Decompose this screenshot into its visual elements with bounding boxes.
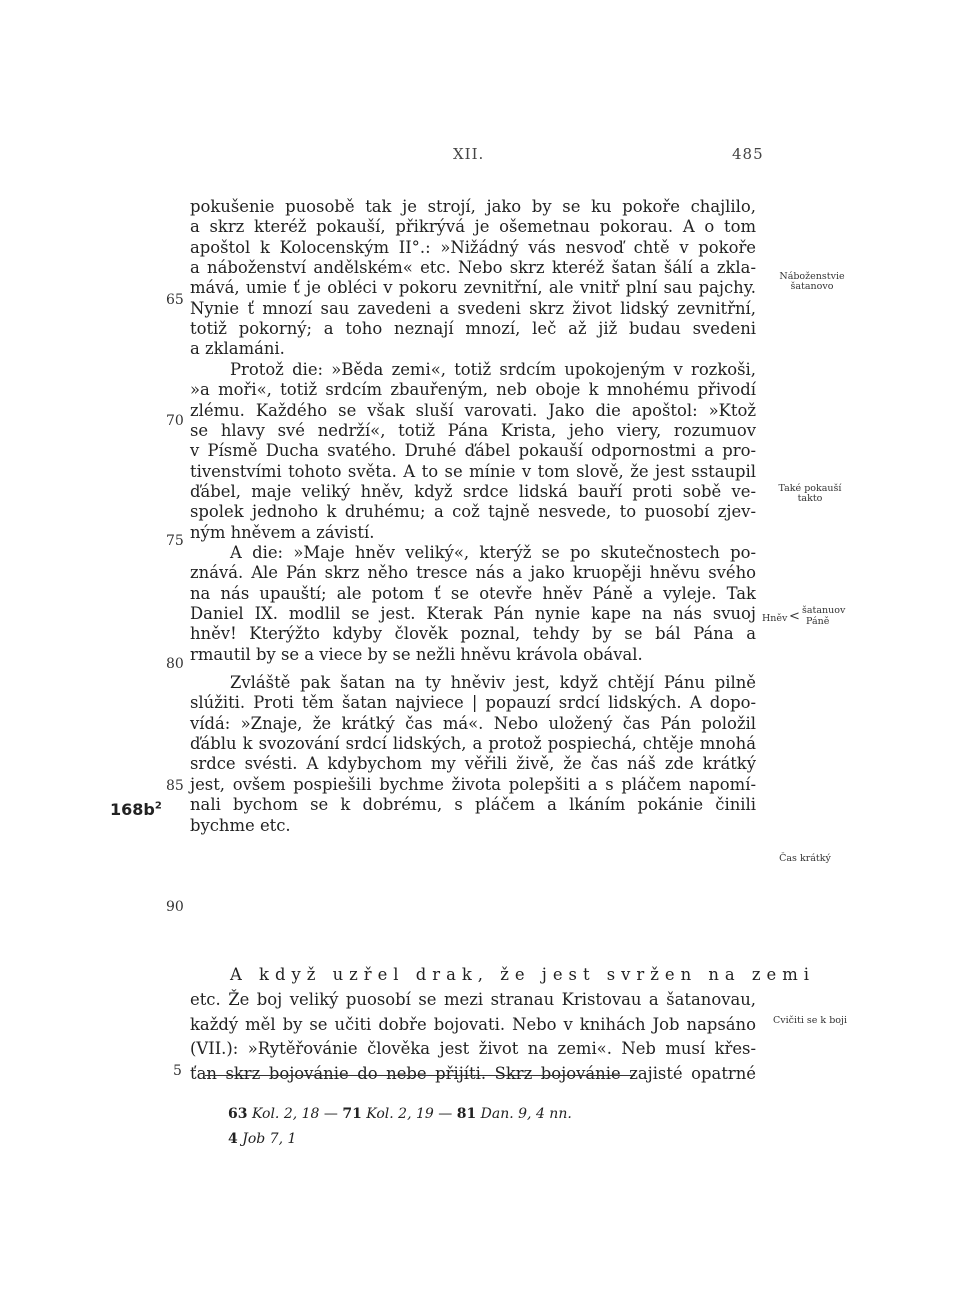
footnote-num: 4 <box>228 1131 238 1147</box>
text-line: jest, ovšem pospiešili bychme života polepšiti a s pláčem napomí- <box>190 774 756 794</box>
line-number-5: 5 <box>173 1063 182 1079</box>
margin-note-cviciti: Cvičiti se k boji <box>773 1015 847 1026</box>
text-line: Daniel IX. modlil se jest. Kterak Pán nynie kape na nás svuoj <box>190 604 756 623</box>
line-number-85: 85 <box>166 778 184 794</box>
line-number-80: 80 <box>166 656 184 672</box>
text-line: »a moři«, totiž srdcím zbauřeným, neb oboje k mnohému přivodí <box>190 380 756 400</box>
text-line: spolek jednoho k druhému; a což tajně nesvede, to puosobí zjev- <box>190 502 756 522</box>
text-line: se hlavy své nedrží«, totiž Pána Krista, jeho viery, rozumuov <box>190 420 756 440</box>
text-line: tivenstvími tohoto světa. A to se mínie v tom slově, že jest sstaupil <box>190 461 756 481</box>
footnote-ref: Kol. 2, 19 <box>366 1106 434 1122</box>
footnote-ref: Job 7, 1 <box>242 1131 297 1147</box>
verse-quote-line: A když uzřel drak, že jest svržen na zemi <box>230 965 816 984</box>
footnote-line-1 <box>228 1106 572 1122</box>
footnote-dash: — <box>438 1106 457 1122</box>
footnote-dash: — <box>323 1106 343 1122</box>
folio-main: 168b <box>110 800 155 819</box>
margin-note-nabozenstvie: Náboženstvie šatanovo <box>779 271 845 292</box>
text-line: rmautil by se a viece by se nežli hněvu krávola obával. <box>190 644 643 664</box>
margin-note-cas-kratky: Čas krátký <box>779 853 831 864</box>
folio-sup: 2 <box>154 800 162 812</box>
line-number-75: 75 <box>166 533 184 549</box>
footnote-line-2 <box>228 1131 296 1147</box>
line-number-65: 65 <box>166 292 184 308</box>
text-line: v Písmě Ducha svatého. Druhé ďábel pokauší odpornostmi a pro- <box>190 441 756 461</box>
footnote-ref: Dan. 9, 4 nn. <box>480 1106 572 1122</box>
running-header: XII. <box>453 145 485 163</box>
text-line: slúžiti. Proti těm šatan najviece | popauzí srdcí lidských. A dopo- <box>190 693 756 713</box>
text-line: nali bychom se k dobrému, s pláčem a lkáním pokánie činili <box>190 795 756 815</box>
text-line: ďábel, maje veliký hněv, když srdce lidská bauří proti sobě ve- <box>190 481 756 501</box>
footnote-divider <box>205 1075 635 1076</box>
brace-icon: < <box>789 609 800 624</box>
text-line: (VII.): »Rytěřovánie člověka jest život na zemi«. Neb musí křes- <box>190 1039 756 1058</box>
text-line: a zklamáni. <box>190 339 285 359</box>
text-line: každý měl by se učiti dobře bojovati. Nebo v knihách Job napsáno <box>190 1014 756 1034</box>
text-line: ným hněvem a závistí. <box>190 522 375 542</box>
margin-note-hnev-bottom: Páně <box>806 616 830 627</box>
text-line: a skrz kteréž pokauší, přikrývá je ošemetnau pokorau. A o tom <box>190 217 756 237</box>
text-line: srdce svésti. A kdybychom my věřili živě, že čas náš zde krátký <box>190 754 756 774</box>
text-line: znává. Ale Pán skrz něho tresce nás a jako kruopěji hněvu svého <box>190 563 756 583</box>
footnote-ref: Kol. 2, 18 <box>251 1106 320 1122</box>
text-line: zlému. Každého se však sluší varovati. Jako die apoštol: »Ktož <box>190 400 756 420</box>
text-line: Protož die: »Běda zemi«, totiž srdcím upokojeným v rozkoši, <box>230 359 756 379</box>
line-number-70: 70 <box>166 413 184 429</box>
page-number: 485 <box>732 145 764 163</box>
line-number-90: 90 <box>166 899 184 915</box>
text-line: Zvláště pak šatan na ty hněviv jest, když chtějí Pánu pilně <box>230 673 756 693</box>
margin-note-hnev-top: šatanuov <box>802 605 846 616</box>
text-line: etc. Že boj veliký puosobí se mezi stranau Kristovau a šatanovau, <box>190 990 756 1009</box>
text-line: pokušenie puosobě tak je strojí, jako by se ku pokoře chajlilo, <box>190 197 756 216</box>
text-line: ďáblu k svozování srdcí lidských, a protož pospiechá, chtěje mnohá <box>190 734 756 754</box>
text-line: Nynie ť mnozí sau zavedeni a svedeni skrz život lidský zevnitřní, <box>190 298 756 318</box>
text-line: A die: »Maje hněv veliký«, kterýž se po skutečnostech po- <box>230 542 756 562</box>
text-line: vídá: »Znaje, že krátký čas má«. Nebo uložený čas Pán položil <box>190 713 756 733</box>
margin-note-take-pokausi: Také pokauší takto <box>778 483 842 504</box>
text-line: hněv! Kterýžto kdyby člověk poznal, tehdy by se bál Pána a <box>190 624 756 644</box>
text-line: totiž pokorný; a toho neznají mnozí, leč až již budau svedeni <box>190 319 756 339</box>
text-line: ťan skrz bojovánie do nebe přijíti. Skrz bojovánie zajisté opatrné <box>190 1063 756 1083</box>
footnote-num: 71 <box>342 1106 362 1122</box>
text-line: a náboženství andělském« etc. Nebo skrz kteréž šatan šálí a zkla- <box>190 258 756 278</box>
footnote-num: 63 <box>228 1106 248 1122</box>
text-line: bychme etc. <box>190 815 291 835</box>
text-line: apoštol k Kolocenským II°.: »Nižádný vás nesvoď chtě v pokoře <box>190 237 756 257</box>
margin-note-hnev-label: Hněv <box>762 613 788 624</box>
text-line: mává, umie ť je obléci v pokoru zevnitřní, ale vnitř plní sau pajchy. <box>190 278 756 298</box>
text-line: na nás upauští; ale potom ť se otevře hněv Páně a vyleje. Tak <box>190 583 756 603</box>
folio-marker <box>110 800 162 819</box>
footnote-num: 81 <box>456 1106 477 1122</box>
margin-note-hnev <box>762 606 867 632</box>
